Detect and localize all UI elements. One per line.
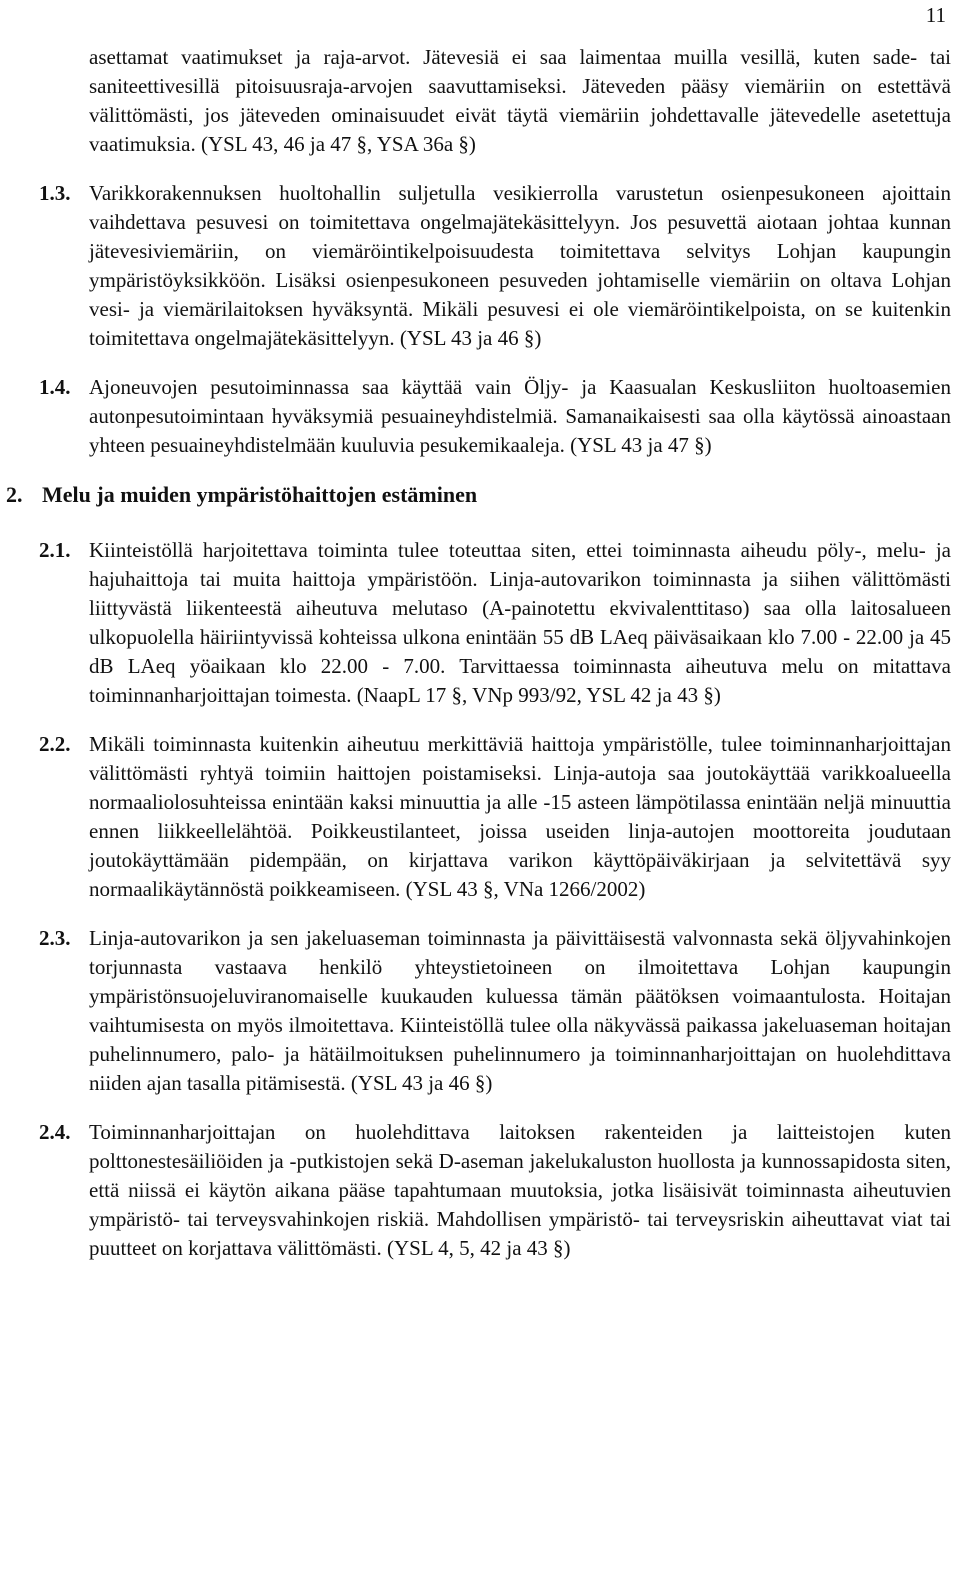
condition-text: Mikäli toiminnasta kuitenkin aiheutuu merkittäviä haittoja ympäristölle, tulee toiminnanharjoittajan välittömästi ryhtyä toimiin haittojen poistamiseksi. Linja-autoja saa joutokäyttää varikkoalueella normaaliolosuhteissa enintään kaksi minuuttia ja alle -15 asteen lämpötilassa enintään neljä minuuttia ennen liikkeellelähtöä. Poikkeustilanteet, joissa useiden linja-autojen moottoreita joudutaan joutokäyttämään pidempään, on kirjattava varikon käyttöpäiväkirjaan ja selvitettävä syy normaalikäytännöstä poikkeamiseen. (YSL 43 §, VNa 1266/2002) [89,732,951,901]
condition-number: 2.2. [39,732,71,756]
condition-text: Kiinteistöllä harjoitettava toiminta tulee toteuttaa siten, ettei toiminnasta aiheudu pöly-, melu- ja hajuhaittoja tai muita haittoja ympäristöön. Linja-autovarikon toiminnasta ja siihen välittömästi liittyvästä liikenteestä aiheutuva melutaso (A-painotettu ekvivalenttitaso) saa olla laitosalueen ulkopuolella häiriintyvissä kohteissa ulkona enintään 55 dB LAeq päiväsaikaan klo 7.00 - 22.00 ja 45 dB LAeq yöaikaan klo 22.00 - 7.00. Tarvittaessa toiminnasta aiheutuva melu on mitattava toiminnanharjoittajan toimesta. (NaapL 17 §, VNp 993/92, YSL 42 ja 43 §) [89,538,951,707]
section-heading [6,480,951,509]
condition-item [39,730,951,904]
section-heading-title: Melu ja muiden ympäristöhaittojen estäminen [42,482,478,507]
condition-item [39,924,951,1098]
intro-paragraph: asettamat vaatimukset ja raja-arvot. Jätevesiä ei saa laimentaa muilla vesillä, kuten sade- tai saniteettivesillä pitoisuusraja-arvojen saavuttamiseksi. Jäteveden pääsy viemäriin on estettävä välittömästi, jos jäteveden ominaisuudet eivät täytä viemäriin johdettavalle jätevedelle asetettuja vaatimuksia. (YSL 43, 46 ja 47 §, YSA 36a §) [89,45,951,156]
condition-item [39,536,951,710]
condition-item [39,1118,951,1263]
condition-number: 2.1. [39,538,71,562]
condition-text: Varikkorakennuksen huoltohallin suljetulla vesikierrolla varustetun osienpesukoneen ajoittain vaihdettava pesuvesi on toimitettava ongelmajätekäsittelyyn. Jos pesuvettä aiotaan johtaa kunnan jätevesiviemäriin, on viemäröintikelpoisuudesta toimitettava selvitys Lohjan kaupungin ympäristöyksikköön. Lisäksi osienpesukoneen pesuveden johtamiselle viemäriin on oltava Lohjan vesi- ja viemärilaitoksen hyväksyntä. Mikäli pesuvesi ei ole viemäröintikelpoista, on se kuitenkin toimitettava ongelmajätekäsittelyyn. (YSL 43 ja 46 §) [89,181,951,350]
document-body [6,43,951,1283]
condition-number: 2.3. [39,926,71,950]
condition-item [39,373,951,460]
condition-text: Toiminnanharjoittajan on huolehdittava laitoksen rakenteiden ja laitteistojen kuten polttonestesäiliöiden ja -putkistojen sekä D-aseman jakelukaluston huollosta ja kunnossapidosta siten, että niissä ei käytön aikana pääse tapahtumaan muutoksia, jotka lisäisivät toiminnasta aiheutuvien ympäristö- tai terveysvahinkojen riskiä. Mahdollisen ympäristö- tai terveysriskin aiheuttavat viat tai puutteet on korjattava välittömästi. (YSL 4, 5, 42 ja 43 §) [89,1120,951,1260]
condition-number: 1.3. [39,181,71,205]
condition-number: 2.4. [39,1120,71,1144]
section-heading-number: 2. [6,482,23,507]
condition-text: Linja-autovarikon ja sen jakeluaseman toiminnasta ja päivittäisestä valvonnasta sekä öljyvahinkojen torjunnasta vastaava henkilö yhteystietoineen on ilmoitettava Lohjan kaupungin ympäristönsuojeluviranomaiselle kuukauden kuluessa tämän päätöksen voimaantulosta. Hoitajan vaihtumisesta on myös ilmoitettava. Kiinteistöllä tulee olla näkyvässä paikassa jakeluaseman hoitajan puhelinnumero, palo- ja hätäilmoituksen puhelinnumero ja toiminnanharjoittajan on huolehdittava niiden ajan tasalla pitämisestä. (YSL 43 ja 46 §) [89,926,951,1095]
condition-text: Ajoneuvojen pesutoiminnassa saa käyttää vain Öljy- ja Kaasualan Keskusliiton huoltoasemien autonpesutoimintaan hyväksymiä pesuaineyhdistelmiä. Samanaikaisesti saa olla käytössä ainoastaan yhteen pesuaineyhdistelmään kuuluvia pesukemikaaleja. (YSL 43 ja 47 §) [89,375,951,457]
condition-number: 1.4. [39,375,71,399]
condition-item [39,179,951,353]
page-number: 11 [925,3,946,27]
